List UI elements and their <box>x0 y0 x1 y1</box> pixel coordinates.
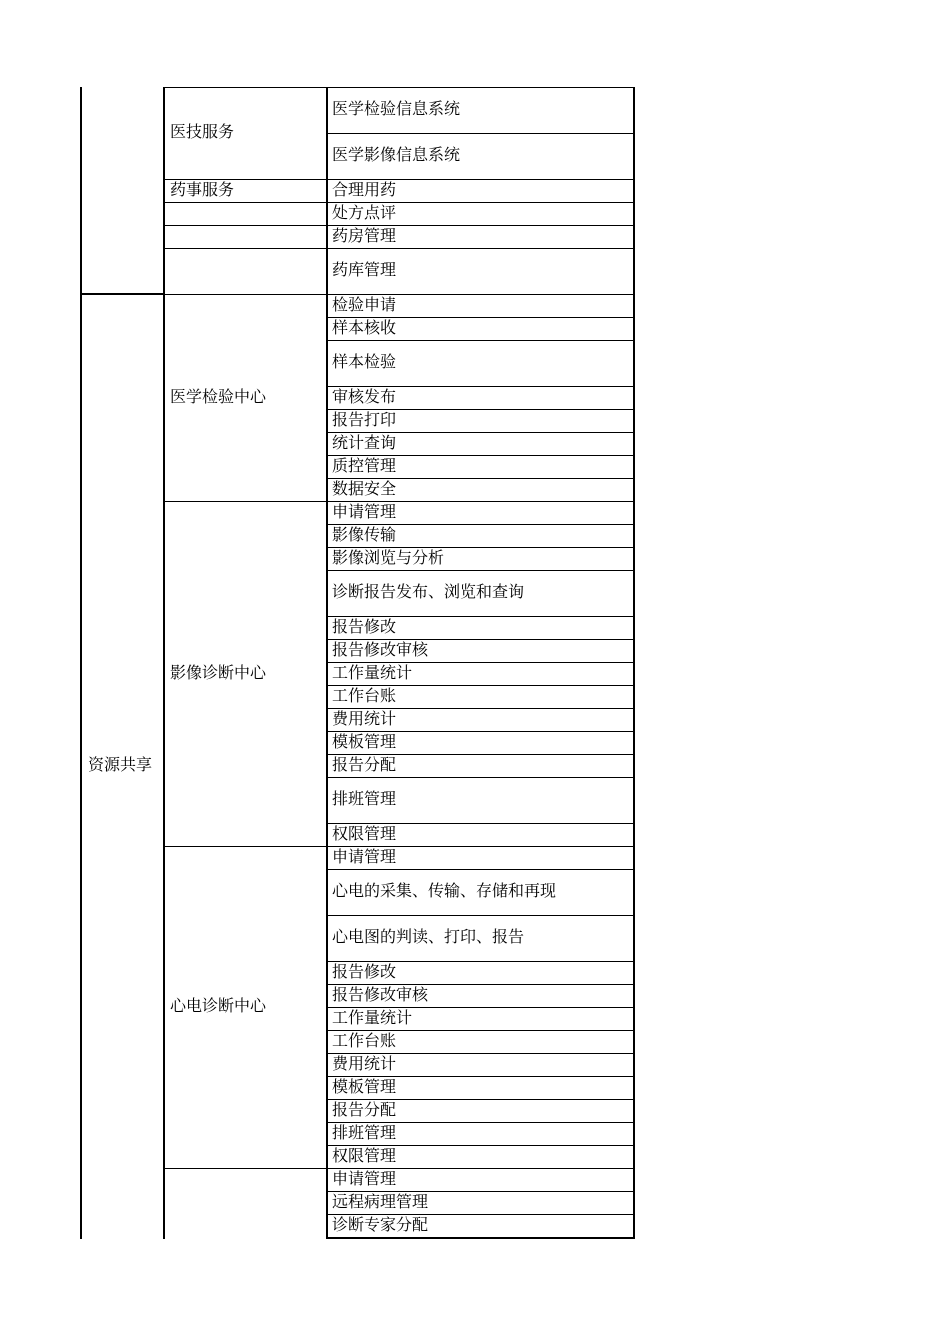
feature-item: 样本核收 <box>332 317 397 337</box>
level2-border <box>163 501 326 502</box>
feature-item: 合理用药 <box>332 179 397 199</box>
feature-item: 模板管理 <box>332 1076 397 1096</box>
feature-item: 影像传输 <box>332 524 397 544</box>
feature-item: 申请管理 <box>332 846 397 866</box>
feature-item: 远程病理管理 <box>332 1191 429 1211</box>
feature-item: 药库管理 <box>332 260 397 279</box>
feature-item: 医学检验信息系统 <box>332 99 461 118</box>
level2-border <box>163 202 326 203</box>
feature-item: 报告修改 <box>332 961 397 981</box>
feature-item: 数据安全 <box>332 478 397 498</box>
row-border <box>326 133 635 134</box>
feature-item: 报告分配 <box>332 1099 397 1119</box>
feature-item: 统计查询 <box>332 432 397 452</box>
feature-item: 处方点评 <box>332 202 397 222</box>
col-line-4 <box>633 87 635 1239</box>
feature-item: 工作量统计 <box>332 1007 413 1027</box>
feature-item: 权限管理 <box>332 823 397 843</box>
level2-border <box>163 225 326 226</box>
row-border <box>326 869 635 870</box>
level2-border <box>163 87 326 88</box>
feature-item: 质控管理 <box>332 455 397 475</box>
feature-item: 模板管理 <box>332 731 397 751</box>
level2-label: 医技服务 <box>170 122 235 141</box>
feature-item: 费用统计 <box>332 708 397 728</box>
feature-item: 报告打印 <box>332 409 397 429</box>
col-line-1 <box>80 87 82 1239</box>
level2-label: 心电诊断中心 <box>170 996 267 1015</box>
feature-item: 审核发布 <box>332 386 397 406</box>
feature-item: 报告修改 <box>332 616 397 636</box>
feature-item: 医学影像信息系统 <box>332 145 461 164</box>
row-border <box>326 87 635 88</box>
feature-item: 排班管理 <box>332 789 397 808</box>
table-bottom-border <box>326 1237 635 1239</box>
row-border <box>326 248 635 249</box>
row-border <box>326 915 635 916</box>
feature-item: 报告修改审核 <box>332 639 429 659</box>
row-border <box>326 777 635 778</box>
level1-border <box>80 293 163 295</box>
level2-label: 医学检验中心 <box>170 386 267 406</box>
feature-item: 诊断报告发布、浏览和查询 <box>332 582 525 601</box>
feature-item: 权限管理 <box>332 1145 397 1165</box>
feature-item: 心电的采集、传输、存储和再现 <box>332 881 557 900</box>
col-line-2 <box>163 87 165 1239</box>
level2-label: 影像诊断中心 <box>170 662 267 682</box>
level2-border <box>163 294 326 295</box>
feature-item: 影像浏览与分析 <box>332 547 445 567</box>
row-border <box>326 570 635 571</box>
col-line-3 <box>326 87 328 1239</box>
feature-item: 诊断专家分配 <box>332 1214 429 1234</box>
feature-item: 报告分配 <box>332 754 397 774</box>
feature-item: 样本检验 <box>332 352 397 371</box>
feature-item: 工作台账 <box>332 685 397 705</box>
level2-border <box>163 846 326 847</box>
feature-item: 申请管理 <box>332 1168 397 1188</box>
level2-label: 药事服务 <box>170 179 235 199</box>
feature-item: 报告修改审核 <box>332 984 429 1004</box>
row-border <box>326 340 635 341</box>
feature-item: 检验申请 <box>332 294 397 314</box>
level2-border <box>163 248 326 249</box>
feature-item: 费用统计 <box>332 1053 397 1073</box>
feature-item: 工作量统计 <box>332 662 413 682</box>
level2-border <box>163 1168 326 1169</box>
level1-label: 资源共享 <box>88 754 153 774</box>
feature-item: 排班管理 <box>332 1122 397 1142</box>
feature-item: 工作台账 <box>332 1030 397 1050</box>
feature-item: 心电图的判读、打印、报告 <box>332 927 525 946</box>
feature-item: 药房管理 <box>332 225 397 245</box>
feature-item: 申请管理 <box>332 501 397 521</box>
